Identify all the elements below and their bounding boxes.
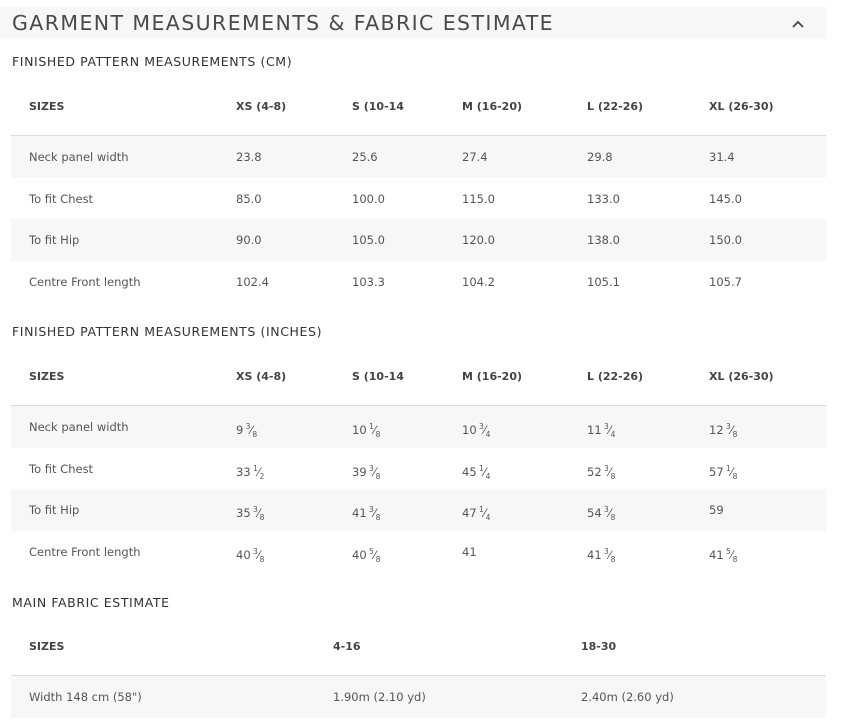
table-row (11, 136, 826, 178)
fraction-denominator: 4 (485, 513, 491, 523)
whole-number: 10 (462, 422, 477, 437)
whole-number: 35 (236, 505, 251, 520)
row-label: To fit Hip (29, 233, 80, 247)
table-cell: 23.8 (236, 150, 262, 164)
table-cell: 145.0 (709, 191, 742, 206)
fraction-numerator: 3 (725, 422, 731, 431)
table-cell (236, 461, 264, 485)
table-cell (352, 544, 380, 568)
fraction-numerator: 3 (252, 505, 258, 514)
chevron-up-icon[interactable] (790, 16, 806, 32)
table-row (11, 219, 826, 261)
table-cell (236, 419, 257, 443)
fraction-numerator: 1 (368, 422, 374, 431)
column-header: S (10-14 (352, 370, 404, 383)
table-cell: 29.8 (587, 150, 613, 164)
fraction-slash: ⁄ (608, 464, 611, 479)
column-header: SIZES (29, 100, 65, 113)
fraction-numerator: 5 (725, 546, 731, 556)
table-cell (709, 544, 737, 568)
table-cell (352, 419, 380, 443)
fraction-slash: ⁄ (250, 422, 253, 437)
table-header-row (11, 82, 826, 135)
table-row (11, 406, 826, 448)
table-row (11, 676, 826, 718)
fraction-numerator: 3 (603, 422, 609, 431)
table-cell (587, 461, 615, 485)
column-header: XL (26-30) (709, 100, 774, 113)
column-header: M (16-20) (462, 370, 523, 383)
fraction-numerator: 1 (478, 505, 484, 514)
row-label: Centre Front length (29, 274, 141, 289)
table-cell: 85.0 (236, 191, 262, 206)
fraction-numerator: 3 (368, 505, 374, 514)
fraction-numerator: 3 (478, 422, 484, 431)
table-cell (587, 502, 615, 526)
fraction-numerator: 3 (603, 546, 609, 556)
whole-number: 41 (709, 547, 724, 562)
column-header: M (16-20) (462, 100, 523, 113)
table-cell: 105.7 (709, 274, 742, 289)
fraction-numerator: 3 (245, 422, 251, 431)
row-label: Width 148 cm (58") (29, 690, 142, 704)
fraction-slash: ⁄ (373, 464, 376, 479)
whole-number: 11 (587, 422, 602, 437)
whole-number: 12 (709, 422, 724, 437)
fraction-denominator: 8 (252, 430, 258, 440)
row-label: Neck panel width (29, 150, 129, 164)
fraction-denominator: 2 (259, 471, 265, 481)
whole-number: 57 (709, 464, 724, 479)
fraction-slash: ⁄ (483, 464, 486, 479)
inch-section-title: FINISHED PATTERN MEASUREMENTS (INCHES) (12, 324, 323, 339)
column-header: XL (26-30) (709, 370, 774, 383)
whole-number: 45 (462, 464, 477, 479)
row-label: To fit Chest (29, 461, 94, 476)
fraction-denominator: 8 (610, 471, 616, 481)
table-row (11, 178, 826, 220)
fabric-section-title: MAIN FABRIC ESTIMATE (12, 595, 170, 610)
table-cell (709, 461, 737, 485)
fraction-denominator: 8 (375, 471, 381, 481)
whole-number: 54 (587, 505, 602, 520)
column-header: L (22-26) (587, 100, 644, 113)
fraction-numerator: 1 (725, 463, 731, 473)
whole-number: 52 (587, 464, 602, 479)
fraction-slash: ⁄ (608, 505, 611, 520)
table-cell (709, 502, 724, 518)
table-cell: 150.0 (709, 233, 742, 247)
whole-number: 47 (462, 505, 477, 520)
table-header-row (11, 622, 826, 675)
table-cell: 120.0 (462, 233, 495, 247)
whole-number: 33 (236, 464, 251, 479)
accordion-header[interactable] (0, 7, 826, 39)
fraction-slash: ⁄ (730, 547, 733, 562)
fraction-numerator: 3 (603, 463, 609, 473)
table-row (11, 448, 826, 490)
table-cell (352, 502, 380, 526)
table-cell (236, 544, 264, 568)
fraction-numerator: 5 (368, 546, 374, 556)
cm-section-title: FINISHED PATTERN MEASUREMENTS (CM) (12, 54, 293, 69)
table-cell: 138.0 (587, 233, 620, 247)
table-cell (587, 544, 615, 568)
column-header: SIZES (29, 640, 65, 653)
fraction-slash: ⁄ (608, 422, 611, 437)
table-cell: 103.3 (352, 274, 385, 289)
table-cell (462, 461, 490, 485)
table-cell: 90.0 (236, 233, 262, 247)
column-header: 4-16 (333, 640, 361, 653)
whole-number: 10 (352, 422, 367, 437)
fraction-denominator: 4 (485, 430, 491, 440)
fraction-slash: ⁄ (373, 505, 376, 520)
table-cell (352, 461, 380, 485)
accordion-title: GARMENT MEASUREMENTS & FABRIC ESTIMATE (12, 11, 555, 35)
column-header: 18-30 (581, 640, 617, 653)
table-cell (587, 419, 615, 443)
fraction-slash: ⁄ (730, 464, 733, 479)
column-header: SIZES (29, 370, 65, 383)
table-cell: 27.4 (462, 150, 488, 164)
column-header: XS (4-8) (236, 100, 287, 113)
whole-number: 41 (462, 544, 477, 559)
fraction-slash: ⁄ (257, 547, 260, 562)
fraction-denominator: 8 (610, 513, 616, 523)
table-cell: 105.1 (587, 274, 620, 289)
table-cell (462, 544, 477, 560)
fraction-slash: ⁄ (373, 422, 376, 437)
table-row (11, 261, 826, 303)
fraction-slash: ⁄ (608, 547, 611, 562)
fraction-denominator: 8 (610, 554, 616, 564)
table-cell: 100.0 (352, 191, 385, 206)
fraction-slash: ⁄ (483, 422, 486, 437)
fraction-numerator: 3 (368, 463, 374, 473)
table-cell (709, 419, 737, 443)
table-row (11, 489, 826, 531)
fraction-denominator: 8 (732, 430, 738, 440)
fraction-slash: ⁄ (373, 547, 376, 562)
fraction-numerator: 3 (252, 546, 258, 556)
whole-number: 41 (587, 547, 602, 562)
table-cell: 102.4 (236, 274, 269, 289)
table-cell: 1.90m (2.10 yd) (333, 690, 426, 704)
whole-number: 41 (352, 505, 367, 520)
table-cell: 2.40m (2.60 yd) (581, 690, 674, 704)
fraction-slash: ⁄ (257, 505, 260, 520)
fraction-slash: ⁄ (483, 505, 486, 520)
table-header-row (11, 352, 826, 405)
whole-number: 40 (352, 547, 367, 562)
table-cell (236, 502, 264, 526)
fraction-denominator: 4 (610, 430, 616, 440)
table-cell: 115.0 (462, 191, 495, 206)
row-label: To fit Hip (29, 503, 80, 517)
column-header: S (10-14 (352, 100, 404, 113)
table-row (11, 531, 826, 573)
table-cell: 105.0 (352, 233, 385, 247)
fraction-slash: ⁄ (730, 422, 733, 437)
fraction-numerator: 1 (252, 463, 258, 473)
table-cell: 104.2 (462, 274, 495, 289)
row-label: To fit Chest (29, 191, 94, 206)
fraction-denominator: 8 (375, 554, 381, 564)
fraction-numerator: 3 (603, 505, 609, 514)
fraction-denominator: 8 (375, 430, 381, 440)
fraction-denominator: 8 (259, 554, 265, 564)
whole-number: 40 (236, 547, 251, 562)
fraction-denominator: 8 (732, 554, 738, 564)
whole-number: 59 (709, 503, 724, 517)
table-cell (462, 419, 490, 443)
table-cell: 31.4 (709, 150, 735, 164)
table-cell: 133.0 (587, 191, 620, 206)
fraction-numerator: 1 (478, 463, 484, 473)
column-header: L (22-26) (587, 370, 644, 383)
whole-number: 9 (236, 422, 244, 437)
row-label: Neck panel width (29, 420, 129, 434)
column-header: XS (4-8) (236, 370, 287, 383)
fraction-slash: ⁄ (257, 464, 260, 479)
fraction-denominator: 4 (485, 471, 491, 481)
whole-number: 39 (352, 464, 367, 479)
table-cell: 25.6 (352, 150, 378, 164)
fraction-denominator: 8 (259, 513, 265, 523)
fraction-denominator: 8 (732, 471, 738, 481)
fraction-denominator: 8 (375, 513, 381, 523)
row-label: Centre Front length (29, 544, 141, 559)
table-cell (462, 502, 490, 526)
